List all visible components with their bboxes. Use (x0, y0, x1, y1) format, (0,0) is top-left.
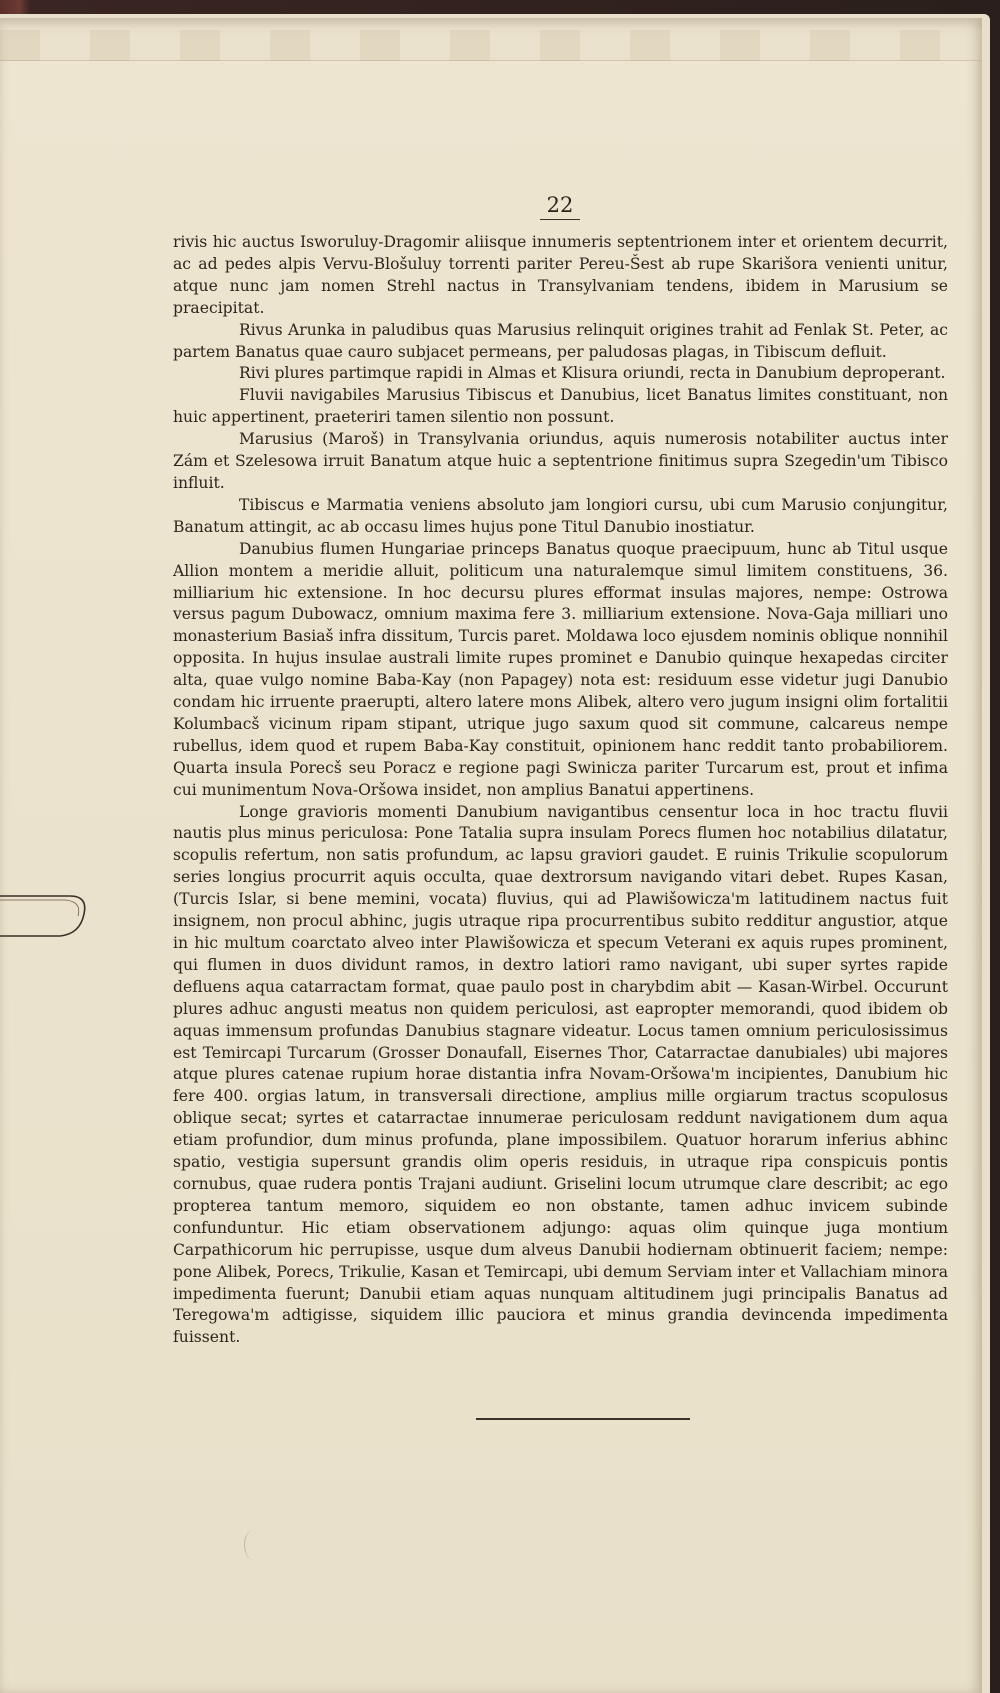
paragraph: Longe gravioris momenti Danubium navigantibus censentur loca in hoc tractu fluvii nautis plus minus periculosa: Pone Tatalia supra insulam Porecs flumen hoc notabilius dilatatur, scopulis refertum, non satis profundum, ac lapsu graviori gaudet. E ruinis Trikulie scopulorum series longius procurrit aquis occulta, quae dextrorsum navigando vitari debet. Rupes Kasan, (Turcis Islar, si bene memini, vocata) fluvius, qui ad Plawišowicza'm latitudinem nactus fuit insignem, non procul abhinc, jugis utraque ripa procurrentibus subito redditur angustior, atque in hic multum coarctato alveo inter Plawišowicza et specum Veterani ex aquis rupes prominent, qui flumen in duos dividunt ramos, in dextro latiori ramo navigant, ubi super syrtes rapide defluens aqua catarractam format, quae paulo post in charybdim abit — Kasan-Wirbel. Occurunt plures adhuc angusti meatus non quidem periculosi, ast eapropter memorandi, quod ibidem ob aquas immensum profundas Danubius stagnare videatur. Locus tamen omnium periculosissimus est Temircapi Turcarum (Grosser Donaufall, Eisernes Thor, Catarractae danubiales) ubi majores atque plures catenae rupium horae distantia infra Novam-Oršowa'm incipientes, Danubium hic fere 400. orgias latum, in transversali directione, amplius mille orgiarum tractus scopulosus oblique secat; syrtes et catarractae innumerae periculosam reddunt navigationem dum aqua etiam profundior, dum minus profunda, plane impossibilem. Quatuor horarum inferius abhinc spatio, vestigia supersunt grandis olim operis residuis, in utraque ripa conspicuis pontis cornubus, quae rudera pontis Trajani audiunt. Griselini locum utrumque clare describit; ac ego propterea tantum memoro, siquidem eo non obstante, tamen adhuc invicem subinde confunduntur. Hic etiam observationem adjungo: aquas olim quinque juga montium Carpathicorum hic perrupisse, usque dum alveus Danubii hodiernam obtinuerit faciem; nempe: pone Alibek, Porecs, Trikulie, Kasan et Temircapi, ubi demum Serviam inter et Vallachiam minora impedimenta fuerunt; Danubii etiam aquas nunquam altitudinem jugi principalis Banatus ad Teregowa'm adtigisse, siquidem illic pauciora et minus grandia devincenda impedimenta fuissent. (173, 802, 948, 1347)
paragraph: Rivi plures partimque rapidi in Almas et Klisura oriundi, recta in Danubium deproperant. (239, 364, 946, 383)
body-text (173, 232, 948, 1349)
paragraph: Marusius (Maroš) in Transylvania oriundus, aquis numerosis notabiliter auctus inter Zám et Szelesowa irruit Banatum atque huic a septentrione finitimus supra Szegedin'um Tibisco influit. (173, 430, 948, 492)
binding-thread-mark (0, 890, 92, 946)
paragraph: Tibiscus e Marmatia veniens absoluto jam longiori cursu, ubi cum Marusio conjungitur, Banatum attingit, ac ab occasu limes hujus pone Titul Danubio inostiatur. (173, 495, 948, 536)
end-rule (476, 1418, 690, 1420)
paragraph: Danubius flumen Hungariae princeps Banatus quoque praecipuum, hunc ab Titul usque Allion montem a meridie alluit, politicum una naturalemque simul limitem constituens, 36. milliarium hic extensione. In hoc decursu plures efformat insulas majores, nempe: Ostrowa versus pagum Dubowacz, omnium maxima fere 3. milliarium extensione. Nova-Gaja milliari uno monasterium Basiaš infra dissitum, Turcis paret. Moldawa loco ejusdem nominis oblique nonnihil opposita. In hujus insulae australi limite rupes prominet e Danubio quinque hexapedas circiter alta, quae vulgo nomine Baba-Kay (non Papagey) nota est: residuum esse videtur jugi Danubio condam hic irruente praerupti, altero latere mons Alibek, altero vero jugum insigni olim fortalitii Kolumbacš vicinum ripam stipant, utrique jugo saxum quod sit commune, calcareus nempe rubellus, idem quod et rupem Baba-Kay constituit, opinionem hanc reddit tanto probabiliorem. Quarta insula Porecš seu Poracz e regione pagi Swinicza pariter Turcarum est, prout et infima cui munimentum Nova-Oršowa insidet, non amplius Banatui appertinens. (173, 539, 948, 799)
paragraph: Rivus Arunka in paludibus quas Marusius relinquit origines trahit ad Fenlak St. Peter, ac partem Banatus quae cauro subjacet permeans, per paludosas plagas, in Tibiscum defluit. (173, 320, 948, 361)
paragraph: rivis hic auctus Isworuluy-Dragomir aliisque innumeris septentrionem inter et orientem decurrit, ac ad pedes alpis Vervu-Blošuluy torrenti pariter Pereu-Šest ab rupe Skarišora venienti unitur, atque nunc jam nomen Strehl nactus in Transylvaniam tendens, ibidem in Marusium se praecipitat. (173, 233, 948, 317)
page-number: 22 (540, 193, 580, 220)
paper-smudge (244, 1530, 263, 1560)
deckle-edge (0, 30, 982, 61)
paragraph: Fluvii navigabiles Marusius Tibiscus et Danubius, licet Banatus limites constituant, non huic appertinent, praeteriri tamen silentio non possunt. (173, 386, 948, 427)
